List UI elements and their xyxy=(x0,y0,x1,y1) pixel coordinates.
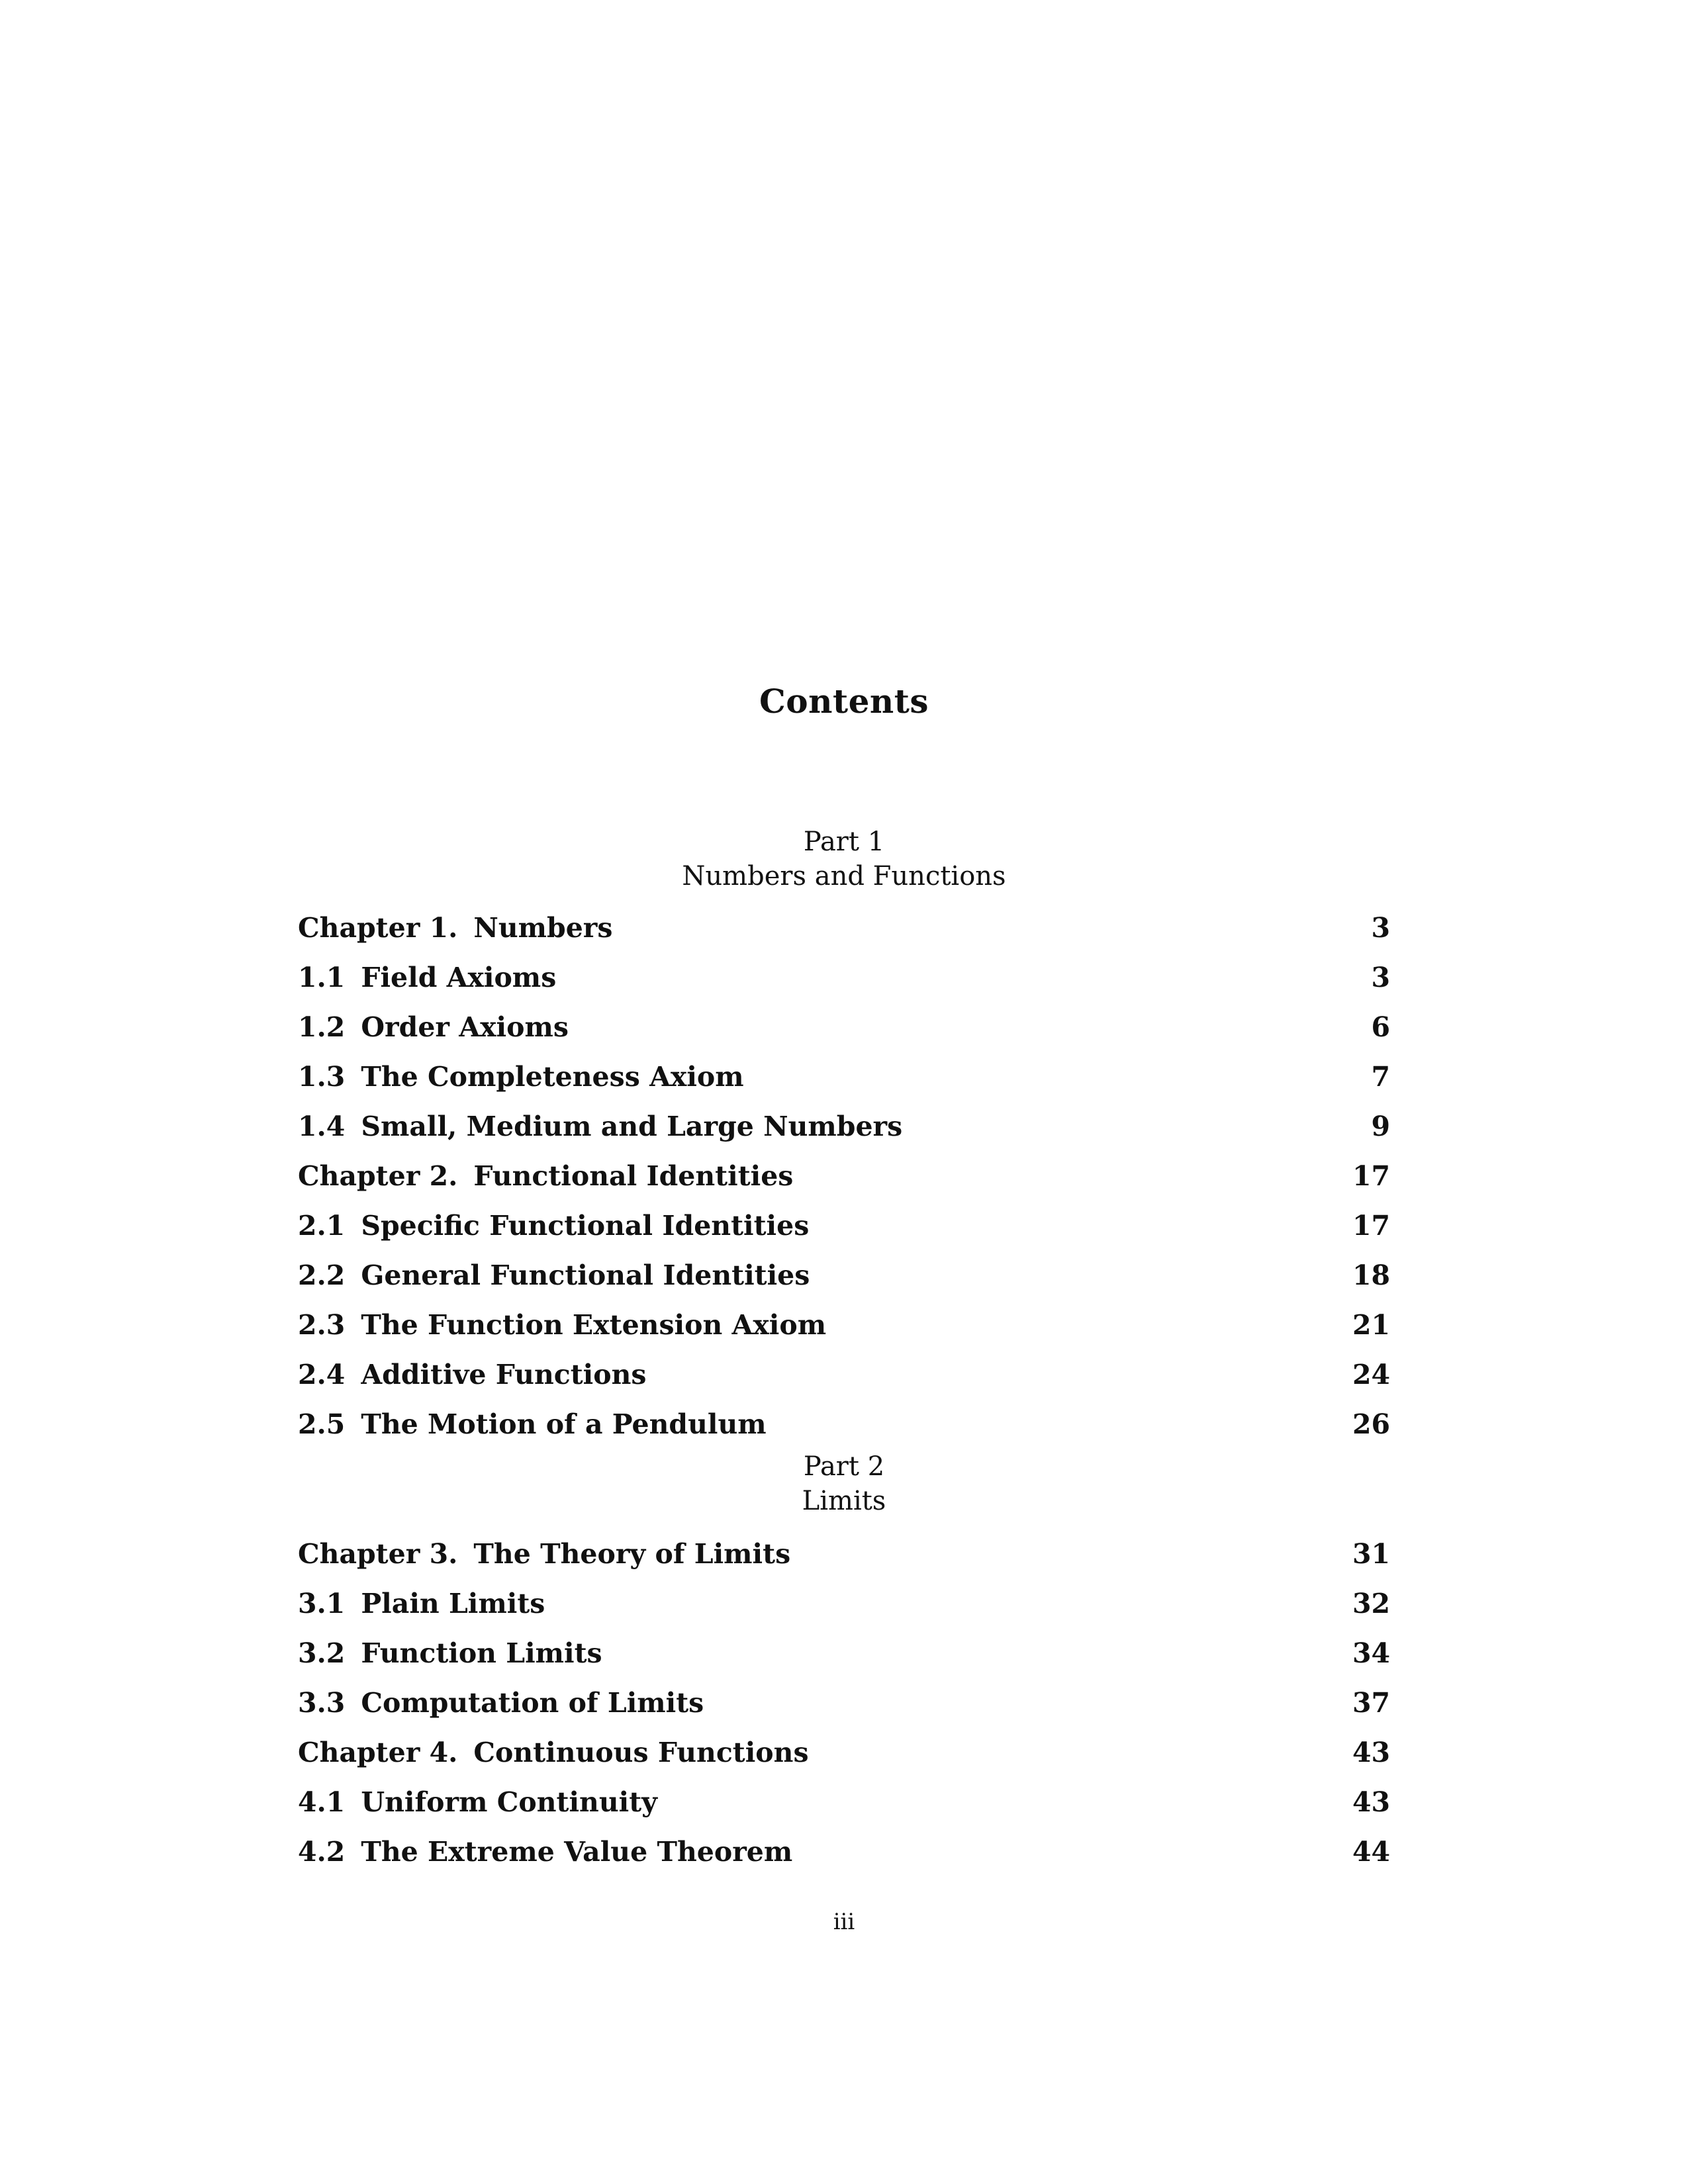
toc-entry-title: General Functional Identities xyxy=(361,1259,810,1291)
toc-entry-page: 17 xyxy=(1352,1210,1390,1242)
toc-section-row[interactable] xyxy=(298,1633,1390,1683)
toc-entry-page: 26 xyxy=(1352,1408,1390,1440)
toc-entry-page: 7 xyxy=(1371,1061,1390,1093)
toc-entry-title: The Theory of Limits xyxy=(473,1538,791,1570)
toc-entry-title: Specific Functional Identities xyxy=(361,1210,810,1242)
toc-section-row[interactable] xyxy=(298,1355,1390,1404)
toc-entry-number: 3.1 xyxy=(298,1588,346,1619)
part-label: Part 2 xyxy=(803,1451,885,1482)
toc-entry-number: Chapter 3. xyxy=(298,1538,458,1570)
toc-entry-number: 4.1 xyxy=(298,1786,346,1818)
part-name: Numbers and Functions xyxy=(682,861,1006,891)
part-heading-2 xyxy=(0,1449,1688,1518)
toc-entry-title: Small, Medium and Large Numbers xyxy=(361,1111,903,1142)
toc-section-row[interactable] xyxy=(298,1404,1390,1454)
page-folio: iii xyxy=(833,1909,855,1935)
toc-entry-page: 37 xyxy=(1352,1687,1390,1719)
toc-entry-title: Order Axioms xyxy=(361,1011,569,1043)
toc-entry-title: The Function Extension Axiom xyxy=(361,1309,827,1341)
toc-entry-title: Field Axioms xyxy=(361,962,557,993)
toc-section-row[interactable] xyxy=(298,1255,1390,1305)
toc-entry-number: 1.3 xyxy=(298,1061,346,1093)
toc-chapter-row[interactable] xyxy=(298,908,1390,958)
toc-entry-title: Numbers xyxy=(473,912,613,944)
toc-entry-number: 2.1 xyxy=(298,1210,346,1242)
part-name: Limits xyxy=(802,1486,886,1516)
toc-entry-number: Chapter 2. xyxy=(298,1160,458,1192)
toc-entry-page: 17 xyxy=(1352,1160,1390,1192)
toc-chapter-row[interactable] xyxy=(298,1733,1390,1782)
toc-entry-number: 1.1 xyxy=(298,962,346,993)
toc-entry-page: 9 xyxy=(1371,1111,1390,1142)
toc-section-row[interactable] xyxy=(298,1107,1390,1156)
toc-section-row[interactable] xyxy=(298,1305,1390,1355)
toc-entry-page: 21 xyxy=(1352,1309,1390,1341)
toc-entry-title: The Extreme Value Theorem xyxy=(361,1836,793,1868)
toc-entry-number: 2.4 xyxy=(298,1359,346,1390)
toc-entry-number: 1.4 xyxy=(298,1111,346,1142)
toc-section-row[interactable] xyxy=(298,1206,1390,1255)
part-heading-1 xyxy=(0,825,1688,893)
toc-entry-title: Function Limits xyxy=(361,1637,602,1669)
toc-entry-page: 3 xyxy=(1371,912,1390,944)
toc-entry-page: 24 xyxy=(1352,1359,1390,1390)
toc-entry-number: 4.2 xyxy=(298,1836,346,1868)
toc-entry-page: 43 xyxy=(1352,1786,1390,1818)
toc-entry-page: 43 xyxy=(1352,1737,1390,1768)
toc-entry-page: 18 xyxy=(1352,1259,1390,1291)
toc-section-row[interactable] xyxy=(298,958,1390,1007)
toc-section-row[interactable] xyxy=(298,1057,1390,1107)
toc-chapter-row[interactable] xyxy=(298,1156,1390,1206)
toc-entry-number: 2.3 xyxy=(298,1309,346,1341)
toc-entry-number: 3.3 xyxy=(298,1687,346,1719)
toc-list-part-2 xyxy=(298,1534,1390,1882)
toc-entry-number: Chapter 1. xyxy=(298,912,458,944)
toc-section-row[interactable] xyxy=(298,1584,1390,1633)
toc-entry-page: 34 xyxy=(1352,1637,1390,1669)
toc-entry-page: 44 xyxy=(1352,1836,1390,1868)
toc-entry-title: The Motion of a Pendulum xyxy=(361,1408,767,1440)
toc-entry-title: Continuous Functions xyxy=(473,1737,809,1768)
page-title: Contents xyxy=(759,682,929,721)
part-label: Part 1 xyxy=(803,827,885,857)
toc-entry-title: Functional Identities xyxy=(473,1160,794,1192)
toc-entry-number: 1.2 xyxy=(298,1011,346,1043)
toc-entry-page: 32 xyxy=(1352,1588,1390,1619)
toc-chapter-row[interactable] xyxy=(298,1534,1390,1584)
toc-entry-number: 2.2 xyxy=(298,1259,346,1291)
toc-section-row[interactable] xyxy=(298,1832,1390,1882)
toc-section-row[interactable] xyxy=(298,1007,1390,1057)
toc-section-row[interactable] xyxy=(298,1683,1390,1733)
toc-entry-title: Additive Functions xyxy=(361,1359,647,1390)
toc-entry-title: The Completeness Axiom xyxy=(361,1061,744,1093)
toc-entry-page: 6 xyxy=(1371,1011,1390,1043)
toc-entry-title: Plain Limits xyxy=(361,1588,545,1619)
toc-entry-page: 3 xyxy=(1371,962,1390,993)
toc-entry-number: Chapter 4. xyxy=(298,1737,458,1768)
toc-entry-title: Computation of Limits xyxy=(361,1687,704,1719)
toc-section-row[interactable] xyxy=(298,1782,1390,1832)
toc-entry-number: 3.2 xyxy=(298,1637,346,1669)
toc-entry-title: Uniform Continuity xyxy=(361,1786,657,1818)
toc-entry-number: 2.5 xyxy=(298,1408,346,1440)
toc-list-part-1 xyxy=(298,908,1390,1454)
toc-entry-page: 31 xyxy=(1352,1538,1390,1570)
